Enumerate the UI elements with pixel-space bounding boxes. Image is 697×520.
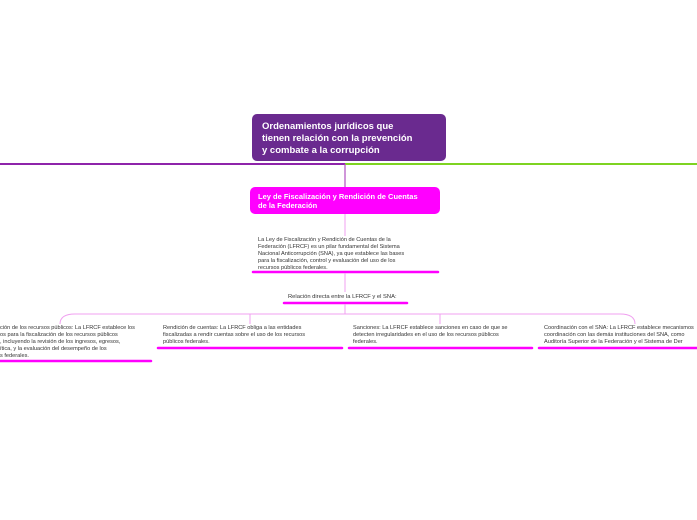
relation-node[interactable]: Relación directa entre la LFRCF y el SNA: [288,294,397,300]
branch-line: Sanciones: La LFRCF establece sanciones en caso de que se [353,325,508,331]
description-line: Federación (LFRCF) es un pilar fundamental del Sistema [258,244,400,250]
root-title-line: tienen relación con la prevención [262,133,413,144]
branch-line: , incluyendo la revisión de los ingresos, egresos, [0,339,121,345]
branch-node-fiscalizacion[interactable] [0,325,135,360]
branch-line: ción de los recursos públicos: La LFRCF establece los [0,325,135,331]
branch-line: s federales. [0,353,29,359]
branch-node-sanciones[interactable] [353,325,508,346]
branch-line: os para la fiscalización de los recursos públicos [0,332,118,338]
main-topic-lfrcf[interactable] [250,187,440,214]
branch-node-coordinacion[interactable] [544,325,694,346]
branch-line: detecten irregularidades en el uso de los recursos públicos [353,332,499,338]
description-line: Nacional Anticorrupción (SNA), ya que establece las bases [258,251,405,257]
main-topic-title-line: Ley de Fiscalización y Rendición de Cuentas [258,192,418,201]
root-topic[interactable] [252,114,446,161]
branch-line: coordinación con las demás instituciones del SNA, como [544,332,685,338]
branch-line: Auditoría Superior de la Federación y el Sistema de Der [544,339,683,345]
root-title-line: y combate a la corrupción [262,145,380,156]
description-line: recursos públicos federales. [258,265,328,271]
branch-line: Coordinación con el SNA: La LFRCF establece mecanismos [544,325,694,331]
root-title-line: Ordenamientos jurídicos que [262,121,394,132]
branch-line: federales. [353,339,378,345]
branch-line: ítica, y la evaluación del desempeño de los [0,346,107,352]
branch-line: fiscalizadas a rendir cuentas sobre el uso de los recursos [163,332,306,338]
branch-line: Rendición de cuentas: La LFRCF obliga a las entidades [163,325,302,331]
description-line: La Ley de Fiscalización y Rendición de Cuentas de la [258,237,391,243]
main-topic-title-line: de la Federación [258,201,318,210]
description-line: para la fiscalización, control y evaluación del uso de los [258,258,396,264]
description-node[interactable] [258,237,404,272]
branch-node-rendicion[interactable] [163,325,305,346]
branch-line: públicos federales. [163,339,210,345]
branch-connector-curve [60,314,635,324]
